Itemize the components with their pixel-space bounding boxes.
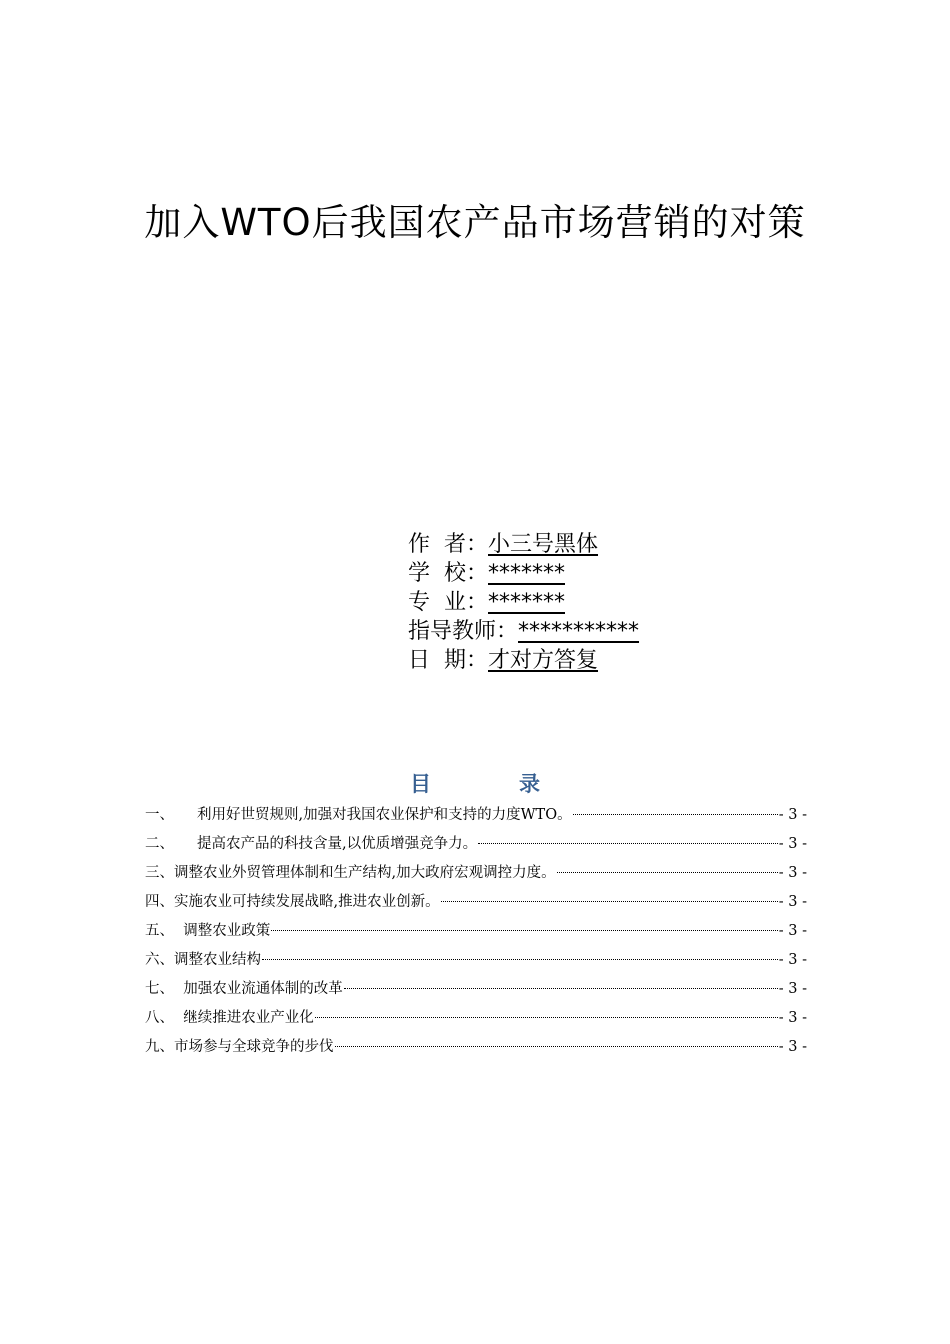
major-label: 专 业：: [408, 590, 488, 615]
date-label: 日 期：: [408, 648, 488, 673]
toc-entry[interactable]: [145, 888, 807, 917]
toc-entry-page: - 3 -: [778, 1039, 807, 1055]
toc-entry-number: 七、: [145, 981, 184, 997]
toc-dot-leader: [262, 959, 778, 960]
author-info-block: [408, 530, 639, 675]
document-title: 加入WTO后我国农产品市场营销的对策: [144, 201, 806, 244]
toc-entry[interactable]: [145, 859, 807, 888]
toc-entry-number: 九、: [145, 1039, 174, 1055]
author-value: 小三号黑体: [488, 532, 599, 557]
toc-entry-text: 市场参与全球竞争的步伐: [174, 1039, 334, 1055]
toc-dot-leader: [335, 1046, 778, 1047]
toc-dot-leader: [315, 1017, 778, 1018]
school-value: *******: [488, 561, 565, 586]
toc-entry-page: - 3 -: [778, 894, 807, 910]
toc-heading: 目录: [410, 772, 628, 796]
toc-entry-page: - 3 -: [778, 952, 807, 968]
toc-entry-text: 调整农业政策: [183, 923, 271, 939]
toc-dot-leader: [344, 988, 778, 989]
toc-entry-number: 六、: [145, 952, 174, 968]
toc-entry[interactable]: [145, 917, 807, 946]
toc-dot-leader: [478, 843, 778, 844]
toc-entry-number: 四、: [145, 894, 174, 910]
major-row: [408, 588, 639, 617]
advisor-value: ***********: [518, 619, 640, 644]
school-label: 学 校：: [408, 561, 488, 586]
toc-entry-number: 三、: [145, 865, 174, 881]
toc-entry-number: 二、: [145, 836, 198, 852]
toc-dot-leader: [271, 930, 778, 931]
toc-entry-text: 继续推进农业产业化: [183, 1010, 314, 1026]
table-of-contents: [145, 801, 807, 1062]
toc-entry-number: 五、: [145, 923, 184, 939]
toc-dot-leader: [441, 901, 778, 902]
date-value: 才对方答复: [488, 648, 599, 673]
toc-entry-page: - 3 -: [778, 865, 807, 881]
toc-entry-page: - 3 -: [778, 836, 807, 852]
advisor-label: 指导教师：: [408, 619, 519, 644]
toc-entry-number: 八、: [145, 1010, 184, 1026]
toc-dot-leader: [573, 814, 778, 815]
toc-entry[interactable]: [145, 975, 807, 1004]
major-value: *******: [488, 590, 565, 615]
toc-entry[interactable]: [145, 830, 807, 859]
toc-entry[interactable]: [145, 1004, 807, 1033]
toc-entry-text: 利用好世贸规则,加强对我国农业保护和支持的力度WTO。: [197, 807, 572, 823]
author-row: [408, 530, 639, 559]
date-row: [408, 646, 639, 675]
school-row: [408, 559, 639, 588]
toc-entry[interactable]: [145, 801, 807, 830]
toc-entry-text: 加强农业流通体制的改革: [183, 981, 343, 997]
toc-entry-text: 调整农业外贸管理体制和生产结构,加大政府宏观调控力度。: [174, 865, 556, 881]
toc-entry-text: 实施农业可持续发展战略,推进农业创新。: [174, 894, 440, 910]
advisor-row: [408, 617, 639, 646]
toc-entry-page: - 3 -: [778, 981, 807, 997]
toc-entry-page: - 3 -: [778, 807, 807, 823]
toc-dot-leader: [557, 872, 778, 873]
toc-entry-page: - 3 -: [778, 1010, 807, 1026]
toc-entry-text: 调整农业结构: [174, 952, 261, 968]
toc-entry[interactable]: [145, 1033, 807, 1062]
author-label: 作 者：: [408, 532, 488, 557]
toc-entry-page: - 3 -: [778, 923, 807, 939]
toc-entry-text: 提高农产品的科技含量,以优质增强竞争力。: [197, 836, 478, 852]
toc-entry[interactable]: [145, 946, 807, 975]
toc-entry-number: 一、: [145, 807, 198, 823]
